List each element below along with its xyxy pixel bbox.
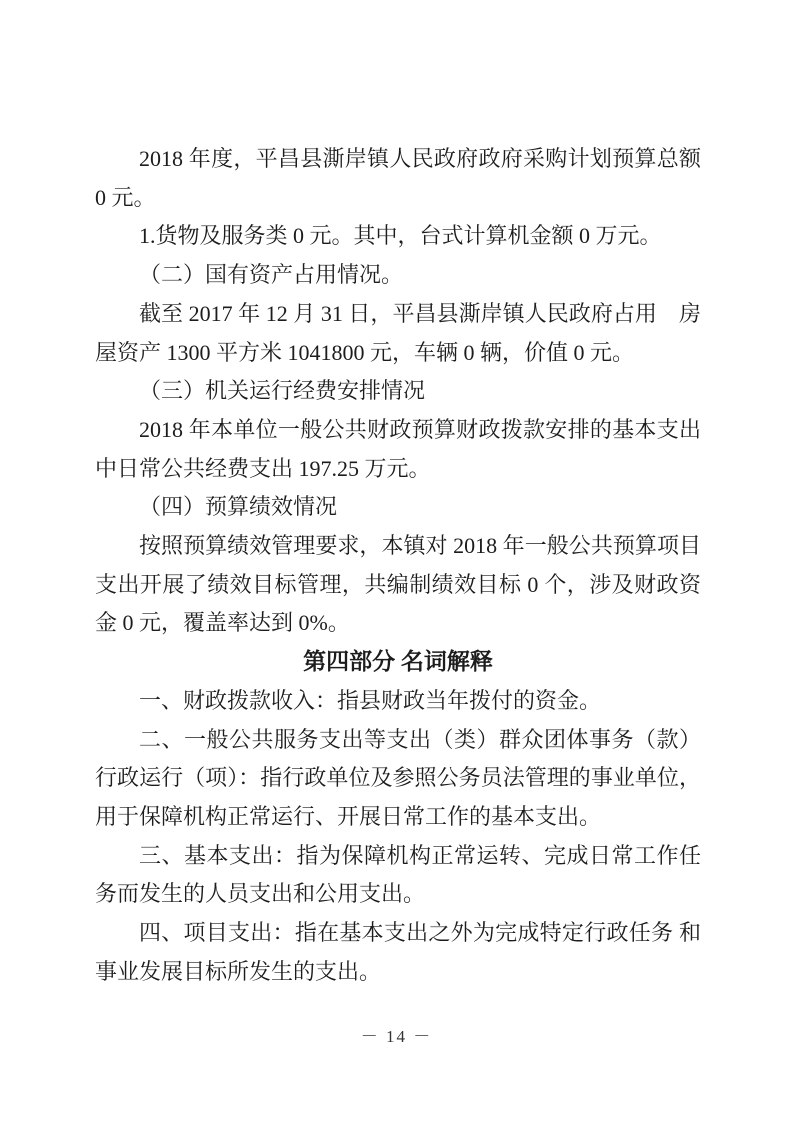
paragraph-performance-heading: （四）预算绩效情况	[139, 494, 338, 520]
paragraph-procurement-total: 2018 年度，平昌县澌岸镇人民政府政府采购计划预算总额 0 元。	[95, 146, 701, 210]
section-heading-part-four: 第四部分 名词解释	[303, 649, 493, 675]
paragraph-term-basic-expenditure: 三、基本支出：指为保障机构正常运转、完成日常工作任务而发生的人员支出和公用支出。	[95, 842, 701, 907]
paragraph-state-assets-detail: 截至 2017 年 12 月 31 日，平昌县澌岸镇人民政府占用 房屋资产 1300 平方米 1041800 元，车辆 0 辆，价值 0 元。	[95, 300, 701, 365]
paragraph-performance-detail: 按照预算绩效管理要求，本镇对 2018 年一般公共预算项目支出开展了绩效目标管理，共编制绩效目标 0 个，涉及财政资金 0 元，覆盖率达到 0%。	[95, 533, 701, 636]
page-body	[95, 140, 701, 991]
paragraph-operating-funds-heading: （三）机关运行经费安排情况	[139, 378, 426, 404]
paragraph-term-fiscal-appropriation: 一、财政拨款收入：指县财政当年拨付的资金。	[139, 687, 602, 713]
paragraph-state-assets-heading: （二）国有资产占用情况。	[139, 262, 404, 288]
paragraph-goods-services: 1.货物及服务类 0 元。其中，台式计算机金额 0 万元。	[139, 223, 662, 249]
paragraph-term-general-public-services: 二、一般公共服务支出等支出（类）群众团体事务（款）行政运行（项）：指行政单位及参照公务员法管理的事业单位，用于保障机构正常运行、开展日常工作的基本支出。	[95, 726, 701, 829]
page-number: － 14 －	[360, 1027, 433, 1046]
paragraph-operating-funds-detail: 2018 年本单位一般公共财政预算财政拨款安排的基本支出中日常公共经费支出 197.25 万元。	[95, 416, 701, 481]
paragraph-term-project-expenditure: 四、项目支出：指在基本支出之外为完成特定行政任务 和事业发展目标所发生的支出。	[95, 920, 701, 984]
